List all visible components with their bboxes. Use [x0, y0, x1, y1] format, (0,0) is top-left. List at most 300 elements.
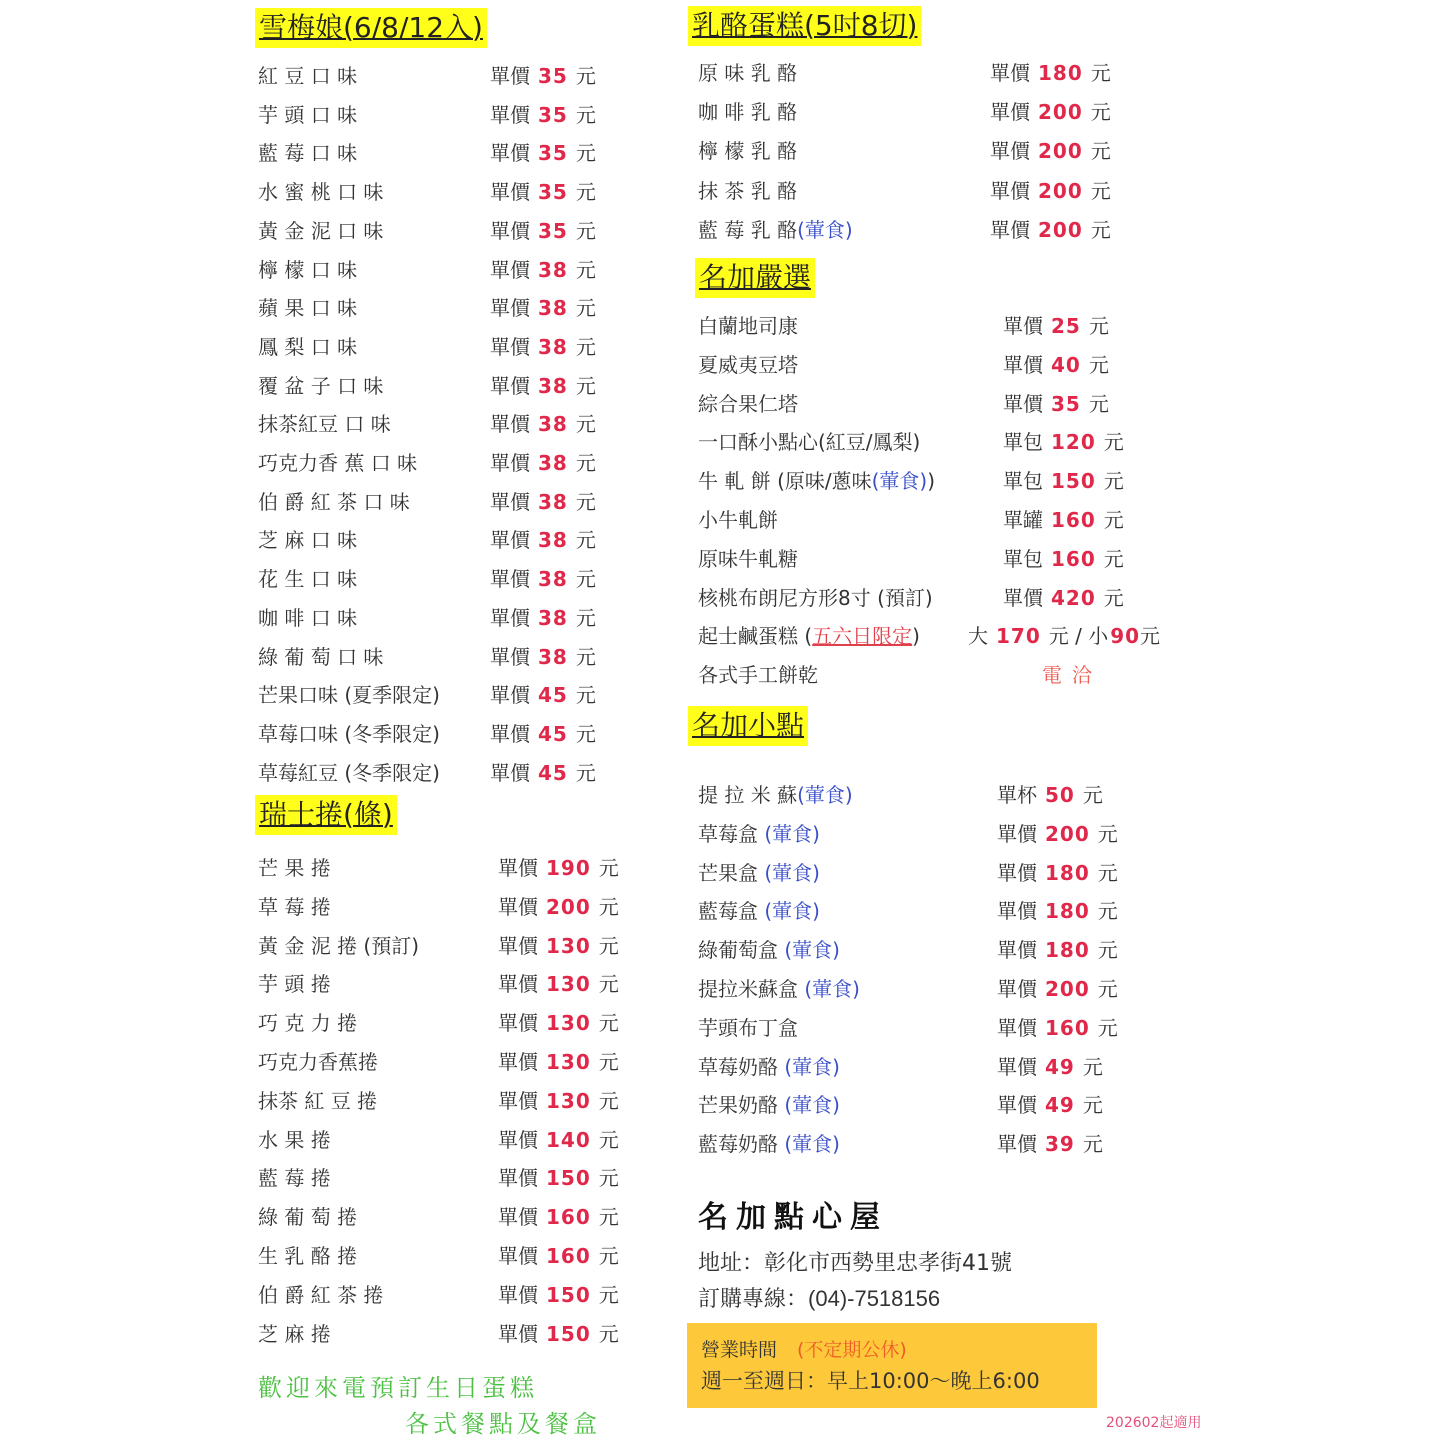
price-unit: 單價 — [498, 894, 538, 919]
price-value: 38 — [538, 528, 568, 553]
price-unit: 單價 — [997, 821, 1037, 846]
price-unit: 單價 — [498, 1282, 538, 1307]
item-name-text: 牛 軋 餅 (原味/蔥味 — [698, 469, 872, 494]
item-name-text: 巧克力香 蕉 口 味 — [258, 451, 418, 475]
item-name — [258, 645, 383, 669]
price-unit: 單價 — [490, 451, 530, 475]
price-unit: 單價 — [1003, 391, 1043, 416]
price-unit: 單價 — [490, 180, 530, 205]
item-name-text: 草莓奶酪 — [698, 1054, 785, 1079]
price-value: 130 — [546, 1011, 591, 1036]
item-name — [258, 528, 357, 552]
price-value: 38 — [538, 296, 568, 321]
item-name — [698, 469, 935, 493]
item-name — [258, 1089, 377, 1113]
item-name — [258, 1205, 357, 1229]
item-name-text: 蘋 果 口 味 — [258, 296, 358, 321]
item-name — [258, 180, 383, 204]
item-name-text: 芒果奶酪 — [698, 1093, 785, 1118]
item-name — [258, 103, 357, 127]
item-name-text: 綠葡萄盒 — [698, 938, 785, 963]
price-unit: 單價 — [490, 644, 530, 669]
hours-note: (不定期公休) — [797, 1339, 907, 1361]
item-price — [997, 977, 1118, 1001]
price-value: 160 — [1051, 508, 1096, 532]
item-price — [498, 1089, 619, 1113]
price-currency: 元 — [575, 721, 596, 746]
item-name — [258, 683, 440, 707]
price-currency: 元 — [1103, 430, 1124, 455]
item-name-text: 白蘭地司康 — [698, 314, 798, 338]
price-unit: 單價 — [997, 938, 1037, 963]
price-unit: 單價 — [990, 178, 1030, 203]
price-currency: 元 — [1090, 100, 1111, 125]
price-value: 200 — [1038, 139, 1083, 164]
item-name — [698, 899, 820, 923]
section-title-swiss-roll: 瑞士捲(條) — [255, 795, 397, 835]
price-currency: 元 — [575, 528, 596, 553]
item-name — [698, 139, 797, 163]
price-value: 38 — [538, 567, 568, 592]
price-currency: 元 — [575, 64, 596, 88]
section-title-cheesecake: 乳酪蛋糕(5吋8切) — [688, 6, 921, 46]
price-unit: 單價 — [997, 1054, 1037, 1079]
price-currency: 元 — [1103, 508, 1124, 532]
item-name-text: 草莓口味 — [258, 721, 338, 746]
price-unit: 單價 — [997, 899, 1037, 924]
price-value: 130 — [546, 972, 591, 997]
price-value: 50 — [1045, 783, 1075, 807]
item-price — [490, 683, 596, 707]
price-value: 420 — [1051, 585, 1096, 610]
item-name-text: 鳳 梨 口 味 — [258, 334, 358, 359]
price-currency: 元 — [1097, 938, 1118, 963]
price-unit: 單價 — [490, 605, 530, 630]
item-note-suffix: ) — [912, 624, 920, 649]
price-value: 35 — [538, 180, 568, 205]
item-price — [997, 783, 1103, 807]
item-price — [490, 722, 596, 746]
price-currency: 元 — [1082, 1132, 1103, 1157]
item-note: (夏季限定) — [338, 683, 440, 708]
item-name-text: 原 味 乳 酪 — [698, 61, 798, 85]
item-name-text: 芋 頭 捲 — [258, 972, 331, 997]
price-unit: 單價 — [490, 373, 530, 398]
item-name — [698, 100, 797, 124]
item-name-text: 夏威夷豆塔 — [698, 352, 798, 377]
item-price — [1003, 314, 1109, 338]
item-name — [698, 663, 818, 687]
effective-date: 202602起適用 — [1106, 1415, 1202, 1431]
item-price — [498, 1128, 619, 1152]
item-name-text: 提拉米蘇盒 — [698, 977, 805, 1001]
price-call: 電洽 — [1042, 663, 1102, 688]
item-price — [1003, 586, 1124, 610]
price-value: 160 — [546, 1205, 591, 1230]
section-title-selection: 名加嚴選 — [695, 258, 815, 298]
item-price — [490, 335, 596, 359]
price-value: 200 — [546, 894, 591, 919]
item-note: (葷食) — [764, 899, 820, 924]
price-unit: 單價 — [490, 102, 530, 127]
price-value: 130 — [546, 1050, 591, 1074]
item-price — [498, 934, 619, 958]
item-name — [698, 1055, 840, 1079]
item-price — [1003, 392, 1109, 416]
price-currency: 元 — [575, 412, 596, 437]
price-unit: 單價 — [498, 1127, 538, 1152]
price-value: 150 — [546, 1282, 591, 1307]
phone-label: 訂購專線： — [698, 1287, 809, 1312]
price-value: 180 — [1045, 899, 1090, 924]
price-value: 180 — [1045, 860, 1090, 885]
price-unit: 單價 — [498, 1166, 538, 1191]
item-note: (葷食) — [784, 1093, 840, 1118]
price-value: 35 — [1051, 391, 1081, 416]
price-unit: 單罐 — [1003, 508, 1043, 532]
item-note: (葷食) — [784, 938, 840, 963]
price-value: 140 — [546, 1127, 591, 1152]
item-name — [258, 1011, 357, 1035]
item-name-text: 抹 茶 乳 酪 — [698, 178, 798, 203]
price-unit: 單包 — [1003, 469, 1043, 494]
price-currency: 元 — [1103, 469, 1124, 494]
price-unit: 單價 — [997, 1093, 1037, 1118]
shop-address: 地址：彰化市西勢里忠孝街41號 — [698, 1251, 1012, 1276]
item-name-text: 草莓盒 — [698, 821, 765, 846]
item-price — [490, 141, 596, 165]
item-price — [490, 219, 596, 243]
item-name-text: 抹茶 紅 豆 捲 — [258, 1088, 378, 1113]
item-note: 五六日限定 — [812, 624, 913, 649]
item-name-text: 水 果 捲 — [258, 1127, 331, 1152]
phone-number: (04)-7518156 — [808, 1286, 941, 1311]
item-price — [990, 100, 1111, 124]
price-value: 160 — [1045, 1015, 1090, 1040]
item-note: (葷食) — [804, 977, 860, 1001]
price-unit: 單價 — [490, 528, 530, 553]
price-currency: 元 — [598, 1127, 619, 1152]
item-price — [490, 64, 596, 88]
item-name-text: 芒果口味 — [258, 683, 338, 708]
price-currency: 元 — [1090, 178, 1111, 203]
price-value: 38 — [538, 257, 568, 282]
price-value: 38 — [538, 451, 568, 475]
price-value: 150 — [546, 1166, 591, 1191]
hours-text: 週一至週日：早上10:00～晚上6:00 — [701, 1369, 1040, 1393]
item-price — [498, 895, 619, 919]
price-currency: 元 — [598, 894, 619, 919]
item-name-text: 綠 葡 萄 口 味 — [258, 644, 384, 669]
item-note: (冬季限定) — [338, 721, 440, 746]
price-currency: 元 — [598, 856, 619, 880]
price-unit: 單包 — [1003, 546, 1043, 571]
item-name-text: 黃 金 泥 捲 (預訂) — [258, 933, 420, 958]
price-unit: 單價 — [498, 856, 538, 880]
price-value: 160 — [546, 1244, 591, 1268]
item-price — [990, 61, 1111, 85]
price-unit: 單價 — [490, 64, 530, 88]
price-value: 38 — [538, 412, 568, 437]
price-currency: 元 — [598, 1321, 619, 1346]
price-value: 25 — [1051, 314, 1081, 338]
item-price — [490, 761, 596, 785]
price-currency: 元 — [575, 567, 596, 592]
item-name — [698, 430, 920, 454]
item-name — [258, 1322, 331, 1346]
price-currency: 元 — [1082, 1093, 1103, 1118]
price-value: 35 — [538, 102, 568, 127]
item-note-suffix: ) — [927, 469, 936, 494]
price-currency: 元 — [598, 933, 619, 958]
price-currency: 元 — [1103, 546, 1124, 571]
item-note: (葷食) — [764, 860, 820, 885]
price-value: 49 — [1045, 1093, 1075, 1118]
item-name — [698, 1132, 840, 1156]
item-name-text: 芋 頭 口 味 — [258, 102, 358, 127]
price-unit: 單價 — [990, 217, 1030, 242]
item-price — [490, 412, 596, 436]
price-unit: 單價 — [498, 1088, 538, 1113]
item-price — [498, 1011, 619, 1035]
item-name-text: 芝 麻 口 味 — [258, 528, 358, 553]
item-name — [698, 783, 853, 807]
item-price — [990, 179, 1111, 203]
item-note: (葷食) — [784, 1132, 840, 1157]
price-value: 38 — [538, 334, 568, 359]
item-note: (冬季限定) — [338, 760, 440, 785]
item-name — [698, 314, 798, 338]
price-unit: 單價 — [490, 141, 530, 166]
business-hours-box — [687, 1323, 1097, 1408]
price-currency: 元 — [598, 972, 619, 997]
price-unit: 單價 — [990, 139, 1030, 164]
item-name — [258, 1166, 331, 1190]
item-price — [490, 296, 596, 320]
price-currency: 元 — [1090, 61, 1111, 85]
item-price — [997, 1016, 1118, 1040]
item-price — [498, 1322, 619, 1346]
item-price — [968, 624, 1160, 648]
price-value-small: 90 — [1110, 624, 1141, 649]
price-unit: 單價 — [1003, 585, 1043, 610]
item-name — [258, 296, 357, 320]
item-name — [258, 722, 440, 746]
price-unit: 單價 — [498, 1050, 538, 1074]
item-note: (葷食) — [784, 1054, 840, 1079]
item-name — [698, 392, 798, 416]
price-currency: 元 — [575, 644, 596, 669]
item-name — [258, 141, 357, 165]
price-unit: 單價 — [1003, 352, 1043, 377]
price-currency: 元 — [575, 683, 596, 708]
item-name-text: 抹茶紅豆 口 味 — [258, 412, 391, 437]
price-value: 49 — [1045, 1054, 1075, 1079]
price-currency: 元 — [575, 605, 596, 630]
price-currency: 元 — [575, 296, 596, 321]
price-unit: 單價 — [990, 61, 1030, 85]
item-price — [490, 374, 596, 398]
item-price — [1003, 430, 1124, 454]
item-name-text: 咖 啡 口 味 — [258, 605, 358, 630]
item-price — [498, 972, 619, 996]
item-name — [258, 895, 331, 919]
item-price — [1003, 508, 1124, 532]
item-name-text: 芒果盒 — [698, 860, 765, 885]
item-name-text: 芝 麻 捲 — [258, 1321, 331, 1346]
price-currency: 元 — [598, 1011, 619, 1036]
item-name-text: 綜合果仁塔 — [698, 391, 798, 416]
item-name — [258, 1283, 383, 1307]
price-currency-small: 元 — [1140, 624, 1161, 649]
item-price — [1003, 547, 1124, 571]
item-price — [1003, 353, 1109, 377]
item-price — [997, 938, 1118, 962]
price-value: 35 — [538, 64, 568, 88]
price-unit: 單價 — [490, 721, 530, 746]
item-name-text: 藍莓盒 — [698, 899, 765, 924]
price-value: 150 — [1051, 469, 1096, 494]
price-value: 200 — [1038, 100, 1083, 125]
price-currency: 元 — [575, 102, 596, 127]
item-name — [698, 938, 840, 962]
price-currency: 元 — [1090, 139, 1111, 164]
item-price — [997, 861, 1118, 885]
price-value: 190 — [546, 856, 591, 880]
price-value: 38 — [538, 605, 568, 630]
item-price — [490, 451, 596, 475]
item-note: (葷食) — [871, 469, 928, 494]
item-name — [258, 972, 331, 996]
price-unit: 單價 — [498, 1205, 538, 1230]
item-price — [490, 528, 596, 552]
price-value: 200 — [1038, 217, 1083, 242]
price-unit: 大 — [968, 624, 988, 649]
item-price — [997, 1055, 1103, 1079]
item-name — [258, 606, 357, 630]
price-currency: 元 — [575, 373, 596, 398]
item-price — [1003, 469, 1124, 493]
item-price — [490, 180, 596, 204]
item-name-text: 芋頭布丁盒 — [698, 1015, 798, 1040]
price-unit: 單價 — [498, 933, 538, 958]
item-name-text: 起士鹹蛋糕 ( — [698, 624, 813, 649]
price-currency: 元 — [575, 451, 596, 475]
price-currency: 元 — [1103, 585, 1124, 610]
price-unit: 單價 — [490, 296, 530, 321]
item-price — [498, 1283, 619, 1307]
item-name-text: 一口酥小點心(紅豆/鳳梨) — [698, 430, 921, 455]
price-unit: 單價 — [498, 972, 538, 997]
price-value: 120 — [1051, 430, 1096, 455]
item-name — [258, 258, 357, 282]
item-price — [498, 1166, 619, 1190]
price-currency: 元 — [1090, 217, 1111, 242]
price-currency: 元 — [575, 180, 596, 205]
item-price — [1042, 663, 1102, 687]
price-currency: 元 — [1088, 314, 1109, 338]
price-unit: 單價 — [997, 977, 1037, 1001]
item-name-text: 芒 果 捲 — [258, 856, 331, 880]
item-name-text: 藍 莓 捲 — [258, 1166, 331, 1191]
item-name-text: 檸 檬 乳 酪 — [698, 139, 798, 164]
price-currency: 元 — [598, 1050, 619, 1074]
price-unit: 單價 — [498, 1321, 538, 1346]
item-price — [990, 218, 1111, 242]
item-name — [258, 335, 357, 359]
item-name — [698, 508, 778, 532]
item-name-text: 水 蜜 桃 口 味 — [258, 180, 384, 205]
price-value: 200 — [1045, 977, 1090, 1001]
price-value: 130 — [546, 933, 591, 958]
price-value: 45 — [538, 760, 568, 785]
price-currency: 元 — [1088, 352, 1109, 377]
item-price — [997, 899, 1118, 923]
item-price — [498, 856, 619, 880]
item-price — [490, 490, 596, 514]
item-name — [258, 219, 383, 243]
item-name — [258, 451, 417, 475]
item-name — [698, 61, 797, 85]
price-value: 38 — [538, 489, 568, 514]
item-name-text: 紅 豆 口 味 — [258, 64, 358, 88]
price-unit: 單價 — [490, 489, 530, 514]
price-currency: 元 — [575, 218, 596, 243]
item-name-text: 藍莓奶酪 — [698, 1132, 785, 1157]
price-unit: 單杯 — [997, 783, 1037, 807]
price-value: 180 — [1038, 61, 1083, 85]
price-value: 170 — [996, 624, 1041, 649]
item-name-text: 伯 爵 紅 茶 口 味 — [258, 489, 410, 514]
price-value: 160 — [1051, 546, 1096, 571]
shop-phone — [698, 1282, 940, 1313]
price-unit: 單價 — [997, 1015, 1037, 1040]
price-currency: 元 — [1097, 977, 1118, 1001]
price-unit: 單包 — [1003, 430, 1043, 455]
price-value: 45 — [538, 683, 568, 708]
item-name-text: 藍 莓 乳 酪 — [698, 217, 798, 242]
item-name-text: 巧 克 力 捲 — [258, 1011, 358, 1036]
item-name — [698, 586, 933, 610]
item-name-text: 巧克力香蕉捲 — [258, 1050, 378, 1074]
item-note: (葷食) — [764, 821, 820, 846]
item-name-text: 小牛軋餅 — [698, 508, 778, 532]
price-unit: 單價 — [997, 860, 1037, 885]
item-name — [258, 1244, 357, 1268]
price-currency: 元 — [598, 1205, 619, 1230]
price-currency: 元 — [575, 334, 596, 359]
item-price — [997, 1132, 1103, 1156]
item-price — [490, 645, 596, 669]
item-price — [490, 606, 596, 630]
item-name — [258, 856, 331, 880]
price-unit: 單價 — [490, 412, 530, 437]
item-name — [698, 822, 820, 846]
price-value: 40 — [1051, 352, 1081, 377]
item-name-text: 黃 金 泥 口 味 — [258, 218, 384, 243]
price-currency: 元 — [1082, 783, 1103, 807]
price-currency: 元 — [575, 489, 596, 514]
item-price — [498, 1205, 619, 1229]
price-unit: 單價 — [490, 334, 530, 359]
item-name — [698, 547, 798, 571]
item-price — [498, 1050, 619, 1074]
price-currency: 元 — [1097, 1015, 1118, 1040]
price-value: 38 — [538, 373, 568, 398]
price-unit: 單價 — [498, 1011, 538, 1036]
item-name — [698, 624, 920, 648]
item-name-text: 伯 爵 紅 茶 捲 — [258, 1282, 384, 1307]
